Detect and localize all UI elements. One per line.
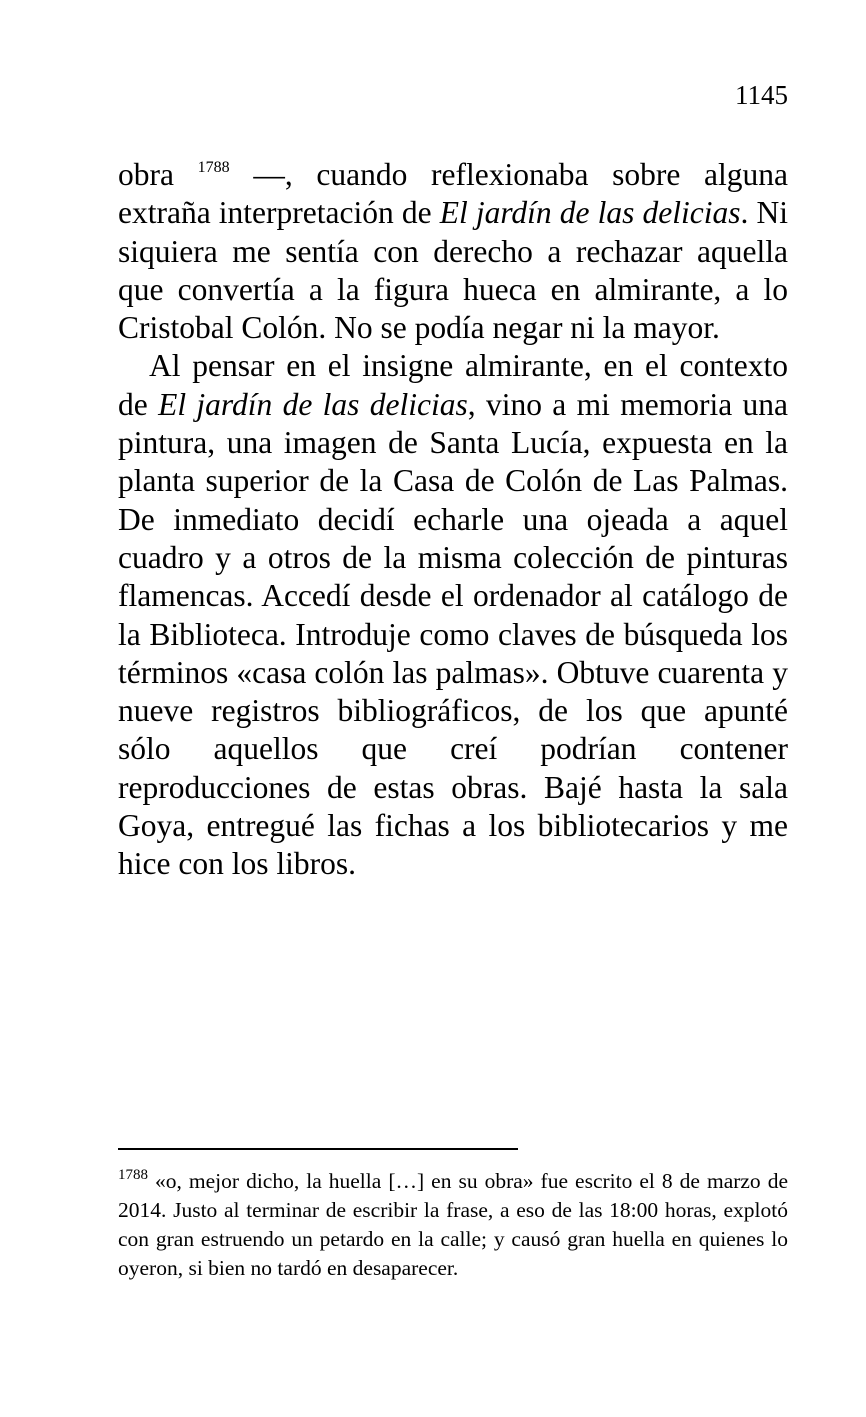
artwork-title: El jardín de las delicias	[158, 386, 468, 422]
paragraph-1	[118, 156, 788, 347]
footnote-reference: 1788	[197, 159, 230, 176]
page-number: 1145	[735, 80, 788, 110]
footnote	[118, 1167, 788, 1283]
paragraph-2-text-a: Al pensar en el insigne almirante, en el contexto de	[118, 348, 788, 422]
footnote-paragraph	[118, 1167, 788, 1283]
paragraph-2-text-b: , vino a mi memoria una pintura, una imagen de Santa Lucía, expuesta en la planta superior de la Casa de Colón de Las Palmas. De inmediato decidí echarle una ojeada a aquel cuadro y a otros de la misma colección de pinturas flamencas. Accedí desde el ordenador al catálogo de la Biblioteca. Introduje como claves de búsqueda los términos «casa colón las palmas». Obtuve cuarenta y nueve registros bibliográficos, de los que apunté sólo aquellos que creí podrían contener reproducciones de estas obras. Bajé hasta la sala Goya, entregué las fichas a los bibliotecarios y me hice con los libros.	[118, 386, 788, 882]
paragraph-1-text-a: —, cuando reflexionaba sobre alguna extraña interpretación de	[118, 157, 788, 231]
paragraph-2	[118, 347, 788, 883]
paragraph-1-text-b: . Ni siquiera me sentía con derecho a rechazar aquella que convertía a la figura hueca en almirante, a lo Cristobal Colón. No se podía negar ni la mayor.	[118, 195, 788, 346]
footnote-text: «o, mejor dicho, la huella […] en su obra» fue escrito el 8 de marzo de 2014. Justo al terminar de escribir la frase, a eso de las 18:00 horas, explotó con gran estruendo un petardo en la calle; y causó gran huella en quienes lo oyeron, si bien no tardó en desaparecer.	[118, 1169, 788, 1280]
footnote-number: 1788	[118, 1167, 148, 1183]
main-text	[118, 156, 788, 884]
artwork-title: El jardín de las delicias	[439, 195, 741, 231]
paragraph-1-start: obra	[118, 157, 174, 192]
footnote-divider	[118, 1148, 518, 1150]
